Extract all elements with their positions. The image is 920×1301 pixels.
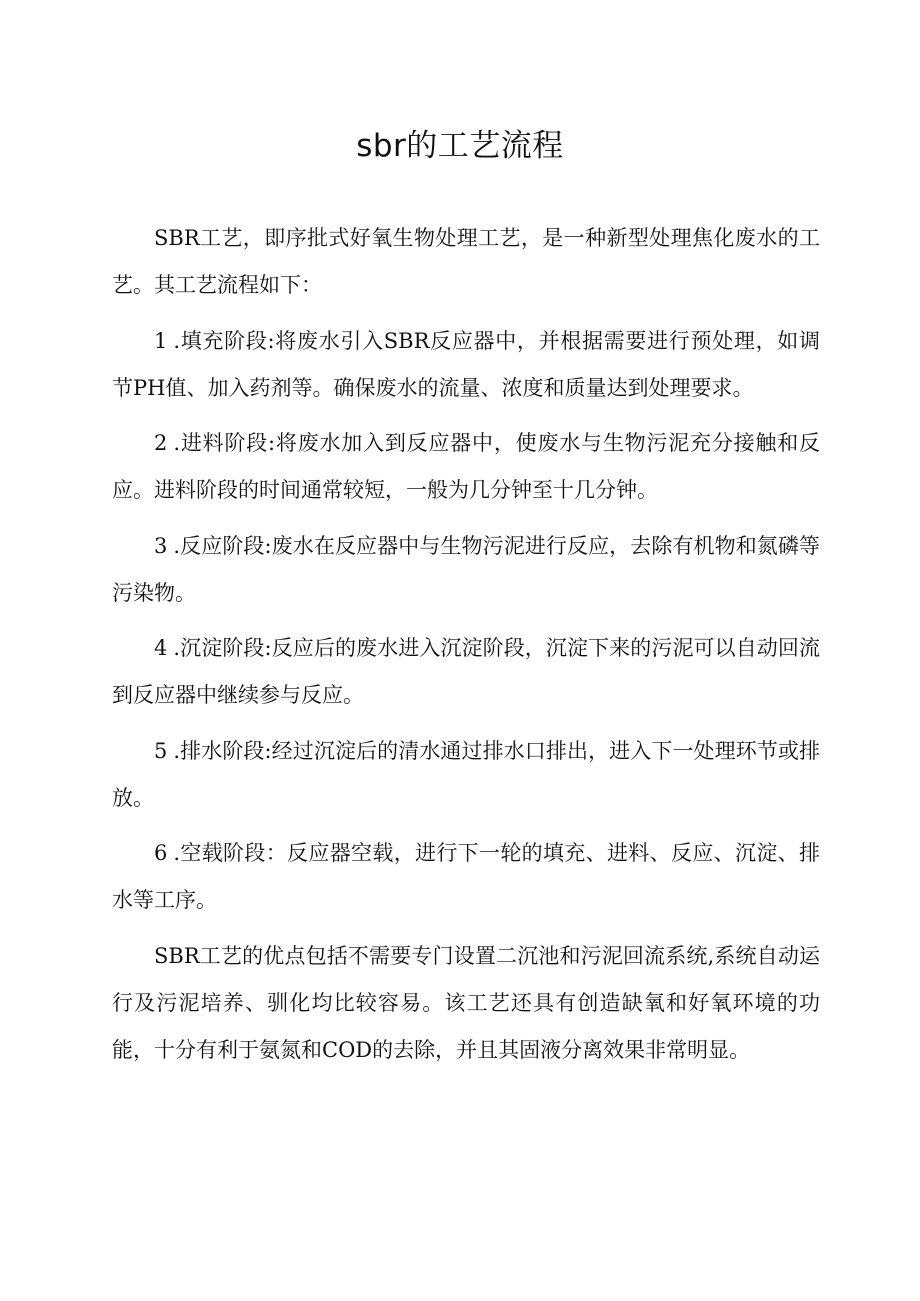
step-number: 4 <box>154 636 168 660</box>
step-text: .排水阶段:经过沉淀后的清水通过排水口排出，进入下一处理环节或排放。 <box>112 738 820 810</box>
step-number: 1 <box>154 328 168 353</box>
step-paragraph-3 <box>112 523 820 617</box>
step-paragraph-1 <box>112 318 820 412</box>
document-body <box>112 215 820 1082</box>
step-text: .进料阶段:将废水加入到反应器中，使废水与生物污泥充分接触和反应。进料阶段的时间通常较短，一般为几分钟至十几分钟。 <box>112 431 820 502</box>
intro-paragraph: SBR工艺，即序批式好氧生物处理工艺，是一种新型处理焦化废水的工艺。其工艺流程如下： <box>112 226 820 297</box>
step-paragraph-6 <box>112 830 820 924</box>
step-text: .反应阶段:废水在反应器中与生物污泥进行反应，去除有机物和氮磷等污染物。 <box>112 533 820 605</box>
step-text: .沉淀阶段:反应后的废水进入沉淀阶段，沉淀下来的污泥可以自动回流到反应器中继续参与反应。 <box>112 636 820 707</box>
conclusion-paragraph: SBR工艺的优点包括不需要专门设置二沉池和污泥回流系统,系统自动运行及污泥培养、驯化均比较容易。该工艺还具有创造缺氧和好氧环境的功能，十分有利于氨氮和COD的去除，并且其固液分离效果非常明显。 <box>112 943 820 1062</box>
step-number: 5 <box>154 738 168 763</box>
step-paragraph-5 <box>112 728 820 822</box>
step-number: 3 <box>154 533 168 558</box>
step-number: 6 <box>154 841 168 865</box>
step-paragraph-2 <box>112 420 820 514</box>
step-text: .填充阶段:将废水引入SBR反应器中，并根据需要进行预处理，如调节PH值、加入药剂等。确保废水的流量、浓度和质量达到处理要求。 <box>112 328 820 400</box>
document-title: sbr的工艺流程 <box>356 128 564 164</box>
step-paragraph-4 <box>112 625 820 719</box>
step-number: 2 <box>154 431 168 455</box>
step-text: .空载阶段：反应器空载，进行下一轮的填充、进料、反应、沉淀、排水等工序。 <box>112 841 820 912</box>
